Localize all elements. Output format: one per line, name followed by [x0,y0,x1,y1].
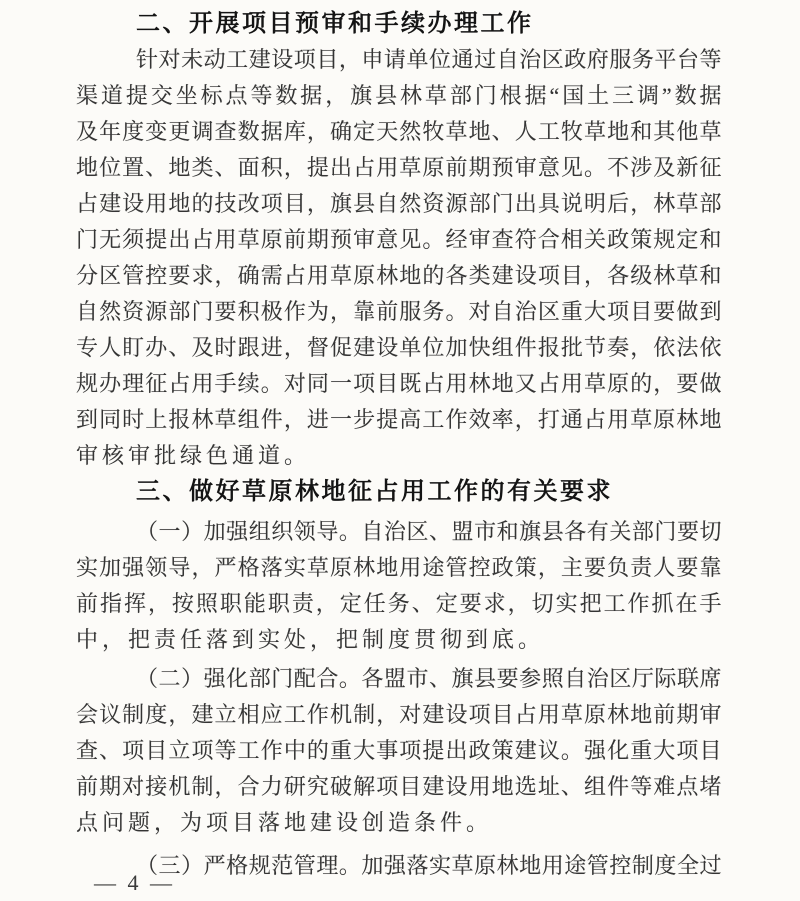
text-line: 前指挥，按照职能职责，定任务、定要求，切实把工作抓在手 [76,591,722,616]
text-line: 专人盯办、及时跟进，督促建设单位加快组件报批节奏，依法依 [76,335,722,360]
text-line: 规办理征占用手续。对同一项目既占用林地又占用草原的，要做 [76,371,722,396]
text-line: 分区管控要求，确需占用草原林地的各类建设项目，各级林草和 [76,263,722,288]
text-line: 门无须提出占用草原前期预审意见。经审查符合相关政策规定和 [76,227,722,252]
text-line: （三）严格规范管理。加强落实草原林地用途管控制度全过 [136,853,722,878]
text-line: 前期对接机制，合力研究破解项目建设用地选址、组件等难点堵 [76,774,722,799]
document-body [76,6,722,884]
text-line: 针对未动工建设项目，申请单位通过自治区政府服务平台等 [136,47,722,72]
text-line: （一）加强组织领导。自治区、盟市和旗县各有关部门要切 [136,519,722,544]
text-line: 地位置、地类、面积，提出占用草原前期预审意见。不涉及新征 [76,155,722,180]
text-line: 中，把责任落到实处，把制度贯彻到底。 [76,627,545,652]
text-line: 点问题，为项目落地建设创造条件。 [76,810,493,835]
text-line: 审核审批绿色通道。 [76,443,311,468]
text-line: 渠道提交坐标点等数据，旗县林草部门根据“国土三调”数据 [76,83,722,108]
text-line: 自然资源部门要积极作为，靠前服务。对自治区重大项目要做到 [76,299,722,324]
text-line: 实加强领导，严格落实草原林地用途管控政策，主要负责人要靠 [76,555,722,580]
text-line: 查、项目立项等工作中的重大事项提出政策建议。强化重大项目 [76,738,722,763]
text-line: 及年度变更调查数据库，确定天然牧草地、人工牧草地和其他草 [76,119,722,144]
text-line: （二）强化部门配合。各盟市、旗县要参照自治区厅际联席 [136,666,722,691]
text-line: 会议制度，建立相应工作机制，对建设项目占用草原林地前期审 [76,702,722,727]
text-line: 占建设用地的技改项目，旗县自然资源部门出具说明后，林草部 [76,191,722,216]
section-heading-3: 三、做好草原林地征占用工作的有关要求 [136,478,613,505]
text-line: 到同时上报林草组件，进一步提高工作效率，打通占用草原林地 [76,407,722,432]
page-number: — 4 — [94,870,175,895]
section-heading-2: 二、开展项目预审和手续办理工作 [136,10,534,37]
